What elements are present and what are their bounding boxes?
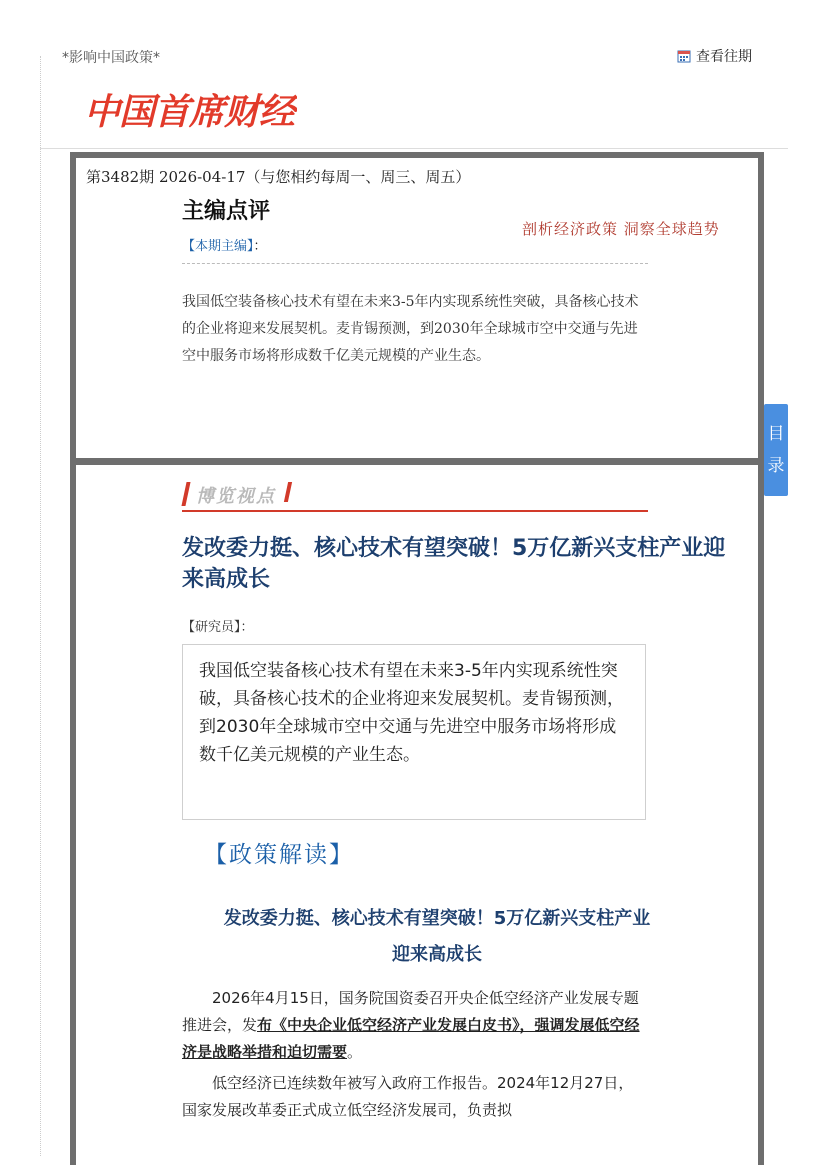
para1-suffix: 。 <box>347 1043 363 1061</box>
summary-box: 我国低空装备核心技术有望在未来3-5年内实现系统性突破，具备核心技术的企业将迎来发展契机。麦肯锡预测，到2030年全球城市空中交通与先进空中服务市场将形成数千亿美元规模的产业生态。 <box>182 644 646 820</box>
para1-emphasis: 布《中央企业低空经济产业发展白皮书》，强调发展低空经济是战略举措和迫切需要 <box>182 1016 640 1061</box>
policy-title: 发改委力挺、核心技术有望突破！5万亿新兴支柱产业迎来高成长 <box>223 908 651 965</box>
editorial-body: 我国低空装备核心技术有望在未来3-5年内实现系统性突破，具备核心技术的企业将迎来发展契机。麦肯锡预测，到2030年全球城市空中交通与先进空中服务市场将形成数千亿美元规模的产业生态。 <box>182 294 639 364</box>
editorial-divider <box>182 263 648 264</box>
editorial-title: 主编点评 <box>182 199 271 224</box>
editor-label-colon: ： <box>253 239 267 254</box>
tagline: *影响中国政策* <box>62 50 160 66</box>
heading-bar-left <box>181 482 190 506</box>
section-heading <box>182 478 648 512</box>
archive-label: 查看往期 <box>696 49 752 65</box>
archive-link[interactable] <box>677 46 752 66</box>
toc-tab[interactable] <box>764 404 788 496</box>
toc-label-1: 目 <box>767 424 785 444</box>
policy-paragraph-2: 低空经济已连续数年被写入政府工作报告。2024年12月27日，国家发展改革委正式成立低空经济发展司，负责拟 <box>182 1074 634 1119</box>
left-guide <box>40 56 42 1156</box>
para1-prefix: 2026年4月15日，国务院国资委召开央企低空经济产业发展专题推进会，发 <box>182 989 639 1034</box>
editor-label-text: 【本期主编】 <box>182 239 254 254</box>
article-title[interactable]: 发改委力挺、核心技术有望突破！5万亿新兴支柱产业迎来高成长 <box>182 536 726 592</box>
policy-paragraph-1 <box>182 985 648 1066</box>
heading-bar-right <box>284 482 292 502</box>
brand-logo[interactable] <box>82 84 297 136</box>
header-divider <box>40 148 788 149</box>
toc-label-2: 录 <box>767 456 785 476</box>
slogan: 剖析经济政策 洞察全球趋势 <box>522 220 720 238</box>
section-heading-text: 博览视点 <box>196 486 276 507</box>
svg-text:中国首席财经: 中国首席财经 <box>84 92 295 133</box>
researcher-label: 【研究员】： <box>182 620 254 635</box>
editor-label <box>182 235 267 254</box>
issue-line: 第3482期 2026-04-17（与您相约每周一、周三、周五） <box>86 168 471 186</box>
calendar-icon <box>677 49 691 63</box>
policy-heading: 【政策解读】 <box>204 842 354 868</box>
